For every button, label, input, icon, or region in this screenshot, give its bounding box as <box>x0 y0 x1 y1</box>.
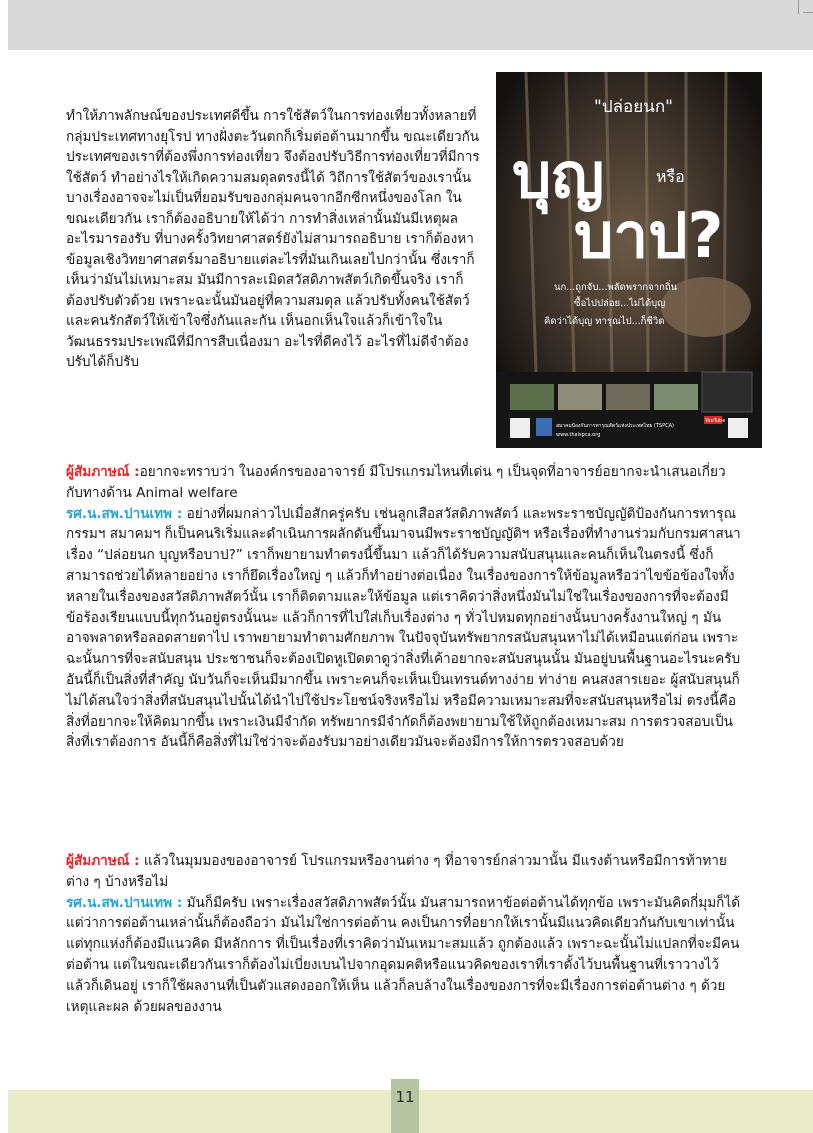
interviewer-label: ผู้สัมภาษณ์ : <box>66 853 140 869</box>
poster-website: www.thaispca.org <box>556 432 601 438</box>
poster-headline: "ปล่อยนก" <box>594 97 673 117</box>
answer-1 <box>66 504 742 754</box>
poster-org-name: สมาคมป้องกันการทารุณสัตว์แห่งประเทศไทย (TSPCA) <box>556 423 674 429</box>
answer-text: อย่างที่ผมกล่าวไปเมื่อสักครู่ครับ เช่นลูกเสือสวัสดิภาพสัตว์ และพระราชบัญญัติป้องกันการทารุณกรรมฯ สมาคมฯ ก็เป็นคนริเริ่มและดำเนินการผลักดันขึ้นมาจนมีพระราชบัญญัติฯ หรือเรื่องที่ทำงานร่วมกับกรมศาสนา เรื่อง “ปล่อยนก บุญหรือบาป?” เราก็พยายามทำตรงนี้ขึ้นมา แล้วก็ได้รับความสนับสนุนและคนก็เห็นในตรงนี้ ซึ่งก็สามารถช่วยได้หลายอย่าง เราก็ยึดเรื่องใหญ่ ๆ แล้วก็ทำอย่างต่อเนื่อง ในเรื่องของการให้ข้อมูลหรือว่าไขข้อข้องใจทั้งหลายในเรื่องของสวัสดิภาพสัตว์นั้น เราก็ติดตามและให้ข้อมูล แต่เราคิดว่าสิ่งหนึ่งมันไม่ใช่ในเรื่องของการที่จะต้องมีข้อร้องเรียนแบบนี้ทุกวันอยู่ตรงนั้นนะ แล้วก็การที่ไปใส่เก็บเรื่องต่าง ๆ ทั่วไปหมดทุกอย่างนั้นบางครั้งงานใหญ่ ๆ มันอาจพลาดหรือลอดสายตาไป เราพยายามทำตามศักยภาพ ในปัจจุบันทรัพยากรสนับสนุนหาไม่ได้เหมือนแต่ก่อน เพราะฉะนั้นการที่จะสนับสนุน ประชาชนก็จะต้องเปิดหูเปิดตาดูว่าสิ่งที่เค้าอยากจะสนับสนุนนั้น มันอยู่บนพื้นฐานอะไรนะครับ อันนี้ก็เป็นสิ่งที่สำคัญ นับวันก็จะเห็นมีมากขึ้น เพราะคนก็จะเห็นเป็นเทรนด์ทางง่าย ท่าง่าย คนสงสารเยอะ ผู้สนับสนุนก็ไม่ได้สนใจว่าสิ่งที่สนับสนุนไปนั้นได้นำไปใช้ประโยชน์จริงหรือไม่ หรือมีความเหมาะสมที่จะสนับสนุนหรือไม่ ตรงนี้คือสิ่งที่อยากจะให้คิดมากขึ้น เพราะเงินมีจำกัด ทรัพยากรมีจำกัดก็ต้องพยายามใช้ให้ถูกต้องเหมาะสม การตรวจสอบเป็นสิ่งที่เราต้องการ อันนี้ก็คือสิ่งที่ไม่ใช่ว่าจะต้องรับมาอย่างเดียวมันจะต้องมีการให้การตรวจสอบด้วย <box>66 505 741 751</box>
answer-text: มันก็มีครับ เพราะเรื่องสวัสดิภาพสัตว์นั้น มันสามารถหาข้อต่อต้านได้ทุกข้อ เพราะมันคิดกี่มุมก็ได้ แต่ว่าการต่อต้านเหล่านั้นก็ต้องถือว่า มันไม่ใช่การต่อต้าน คงเป็นการที่อยากให้เรานั้นมีแนวคิดเดียวกันกับเขาเท่านั้น แต่ทุกแห่งก็ต้องมีแนวคิด มีหลักการ ที่เป็นเรื่องที่เราคิดว่ามันเหมาะสมแล้ว ถูกต้องแล้ว เพราะฉะนั้นไม่แปลกที่จะมีคนต่อต้าน แต่ในขณะเดียวกันเราก็ต้องไม่เบี่ยงเบนไปจากอุดมคติหรือแนวคิดของเราที่เราตั้งไว้บนพื้นฐานที่เราวางไว้แล้วก็เดินอยู่ เราก็ใช้ผลงานที่เป็นตัวแสดงออกให้เห็น แล้วก็ลบล้างในเรื่องของการที่จะมีเรื่องการต่อต้านต่าง ๆ ด้วยเหตุและผล ด้วยผลของงาน <box>66 894 741 1015</box>
qa-section-1 <box>66 462 742 753</box>
poster-line-3: คิดว่าได้บุญ ทารุณไป...ก็ชีวิต <box>544 316 665 327</box>
poster-word-bap: บาป? <box>574 199 724 272</box>
header-bar <box>8 0 813 50</box>
page-number: 11 <box>395 1088 415 1106</box>
respondent-label: รศ.น.สพ.ปานเทพ : <box>66 894 183 911</box>
question-1 <box>66 462 742 504</box>
qa-section-2 <box>66 851 742 1017</box>
crop-mark-line <box>803 12 813 13</box>
question-text: อยากจะทราบว่า ในองค์กรของอาจารย์ มีโปรแกรมไหนที่เด่น ๆ เป็นจุดที่อาจารย์อยากจะนำเสนอเกี่ยวกับทางด้าน Animal welfare <box>66 464 726 501</box>
poster-text-layer <box>496 72 762 448</box>
poster-line-2: ซื้อไปปล่อย...ไม่ได้บุญ <box>574 298 666 309</box>
intro-paragraph: ทำให้ภาพลักษณ์ของประเทศดีขึ้น การใช้สัตว์ในการท่องเที่ยวทั้งหลายที่กลุ่มประเทศทางยุโรป ทางฝั่งตะวันตกก็เริ่มต่อต้านมากขึ้น ขณะเดียวกันประเทศของเราที่ต้องพึ่งการท่องเที่ยว จึงต้องปรับวิธีการท่องเที่ยวที่มีการใช้สัตว์ ทำอย่างไรให้เกิดความสมดุลตรงนี้ได้ วิถีการใช้สัตว์ของเรานั้น บางเรื่องอาจจะไม่เป็นที่ยอมรับของกลุ่มคนจากอีกซีกหนึ่งของโลก ในขณะเดียวกัน เราก็ต้องอธิบายให้ได้ว่า การทำสิ่งเหล่านั้นมันมีเหตุผลอะไรมารองรับ ที่บางครั้งวิทยาศาสตร์ยังไม่สามารถอธิบาย เราก็ต้องหาข้อมูลเชิงวิทยาศาสตร์มาอธิบายแต่ละไรที่มันเกินเลยไปกว่านั้น ซึ่งเราก็เห็นว่ามันไม่เหมาะสม มันมีการละเมิดสวัสดิภาพสัตว์เกิดขึ้นจริง เราก็ต้องปรับตัวด้วย เพราะฉะนั้นมันอยู่ที่ความสมดุล แล้วปรับทั้งคนใช้สัตว์และคนรักสัตว์ให้เข้าใจซึ่งกันและกัน เห็นอกเห็นใจแล้วก็เข้าใจในวัฒนธรรมประเพณีที่มีการสืบเนื่องมา อะไรที่ดีคงไว้ อะไรที่ไม่ดีจำต้องปรับได้ก็ปรับ <box>66 108 480 370</box>
question-text: แล้วในมุมมองของอาจารย์ โปรแกรมหรืองานต่าง ๆ ที่อาจารย์กล่าวมานั้น มีแรงต้านหรือมีการท้าทายต่าง ๆ บ้างหรือไม่ <box>66 853 727 890</box>
poster-line-1: นก...ถูกจับ...พลัดพรากจากถิ่น <box>554 282 678 293</box>
answer-2 <box>66 893 742 1018</box>
poster-word-boon: บุญ <box>512 139 605 212</box>
poster-youtube: YouTube <box>705 418 726 424</box>
question-2 <box>66 851 742 893</box>
poster-word-rue: หรือ <box>656 167 685 186</box>
campaign-poster <box>496 72 762 448</box>
interviewer-label: ผู้สัมภาษณ์ : <box>66 464 140 480</box>
respondent-label: รศ.น.สพ.ปานเทพ : <box>66 505 183 522</box>
